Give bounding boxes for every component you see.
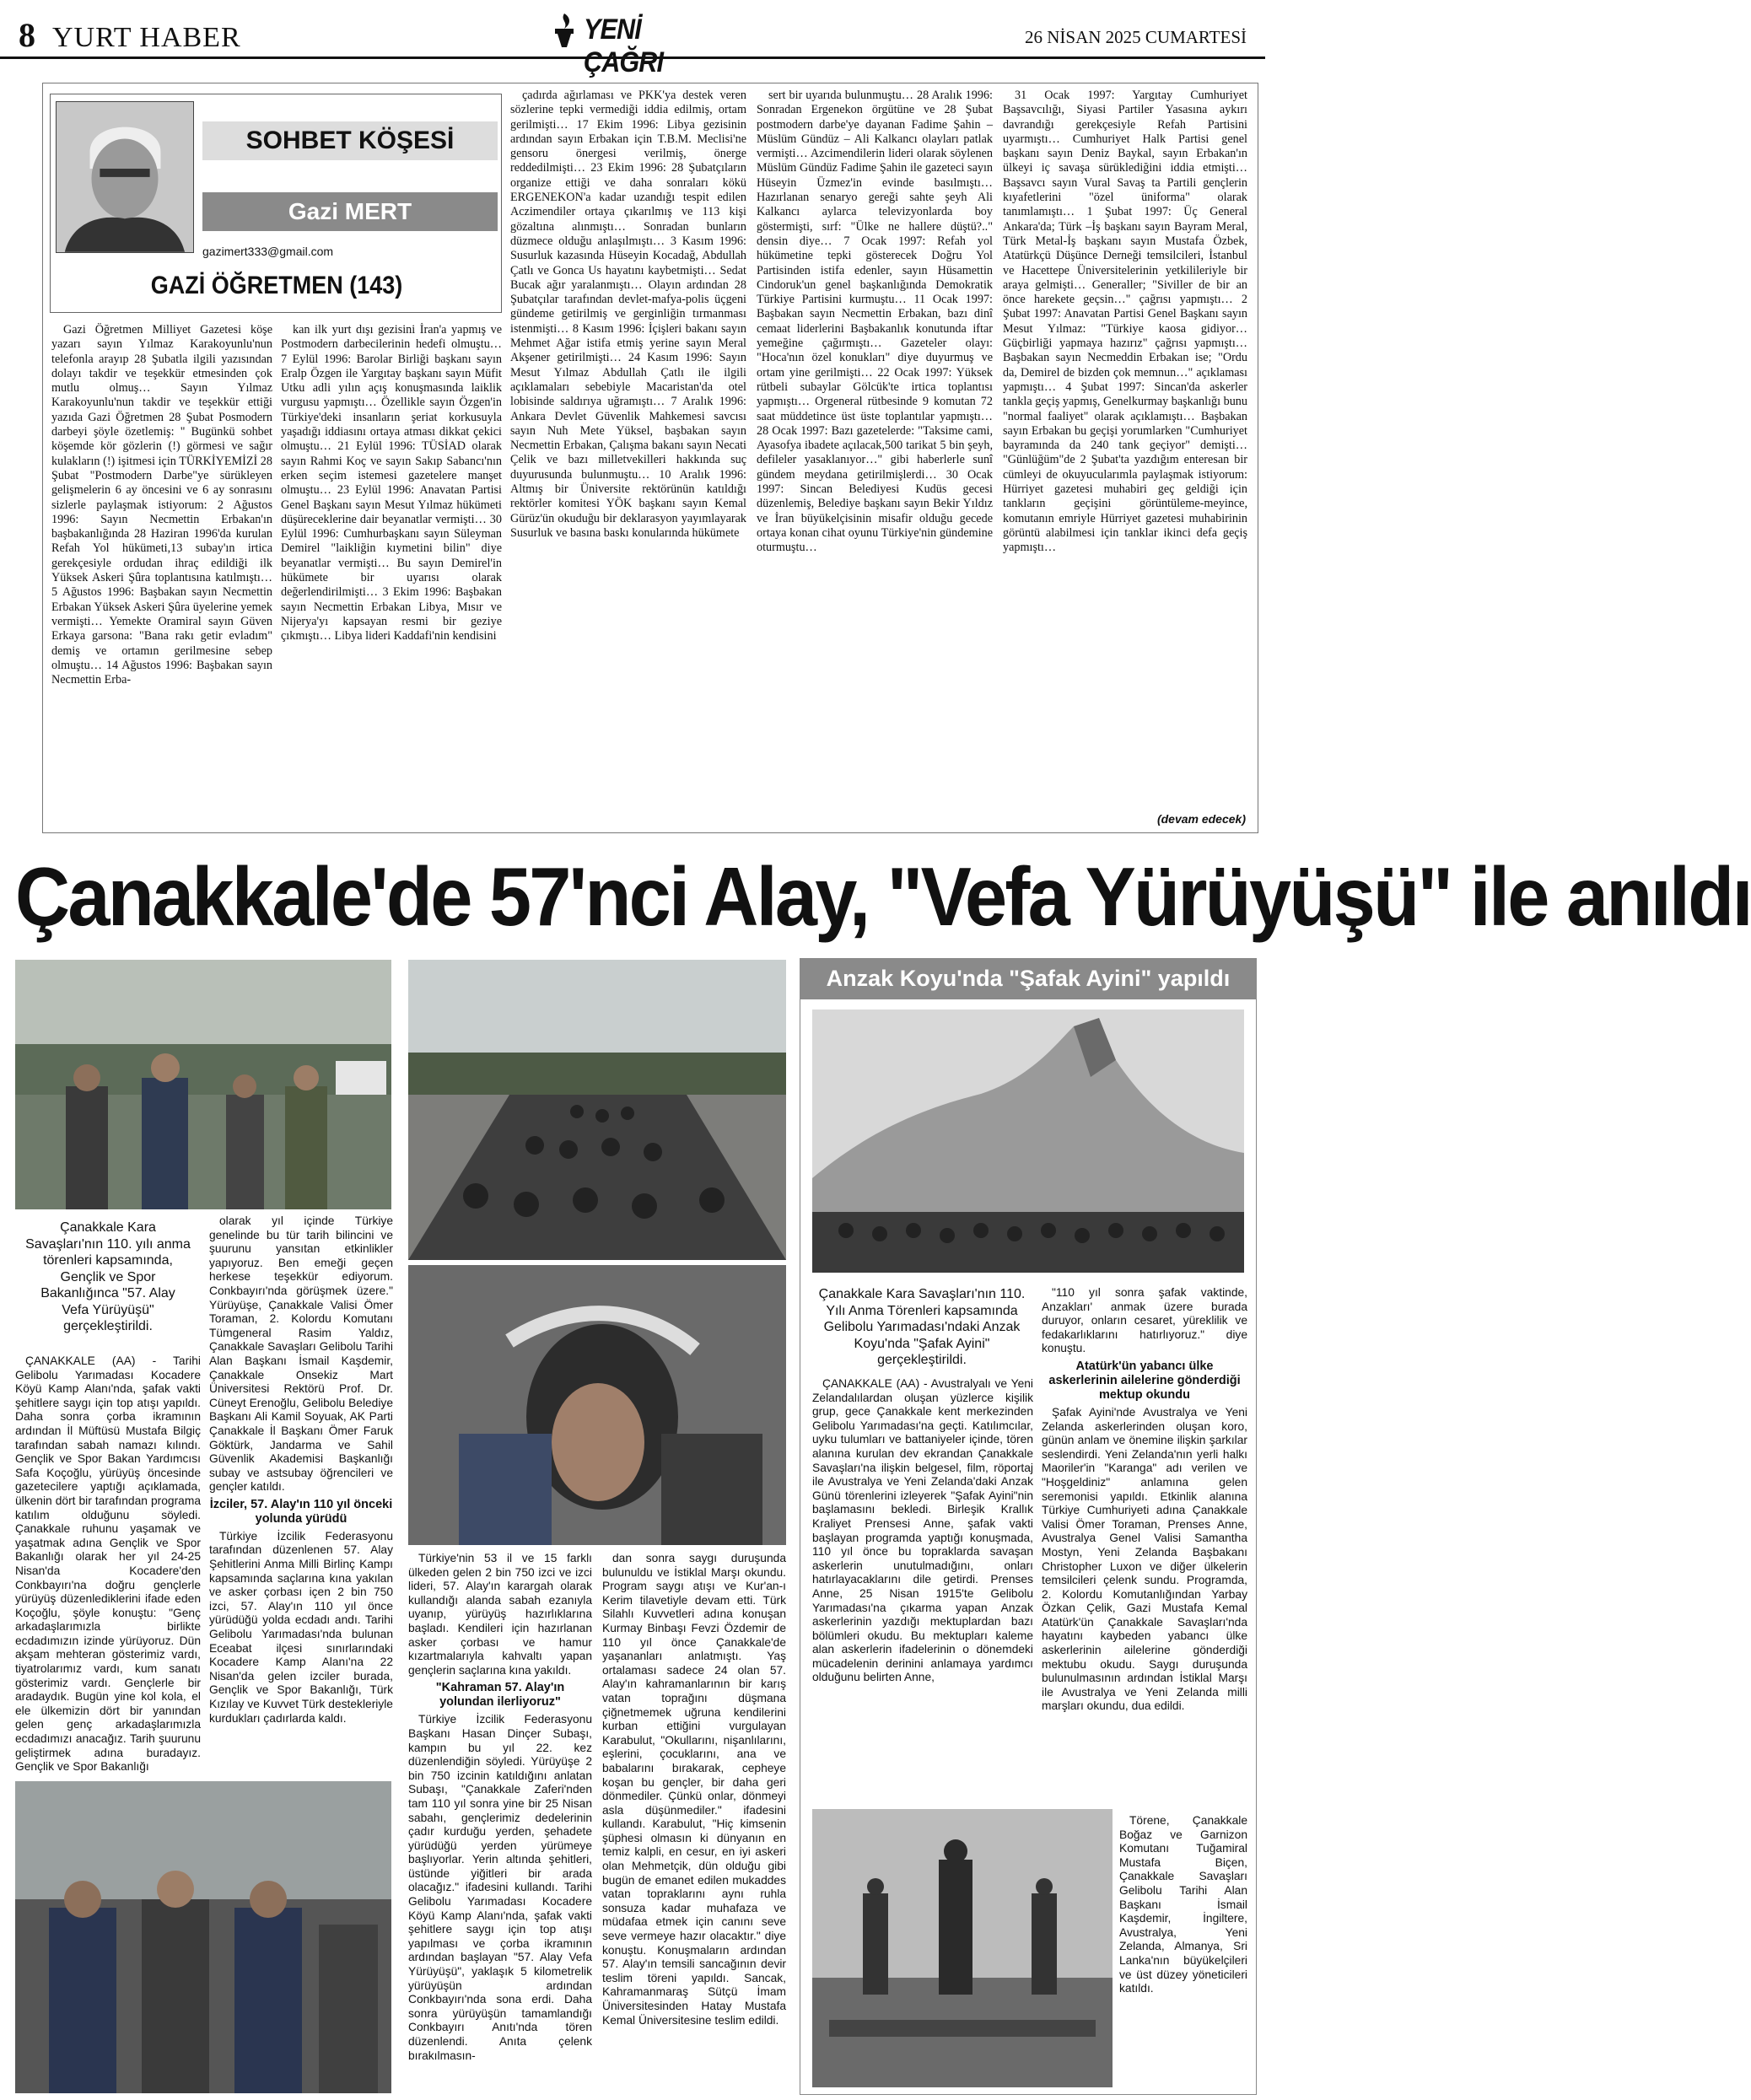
subheading-kahraman: "Kahraman 57. Alay'ın yolundan ilerliyoruz" xyxy=(435,1681,565,1710)
column-text-4: sert bir uyarıda bulunmuştu… 28 Aralık 1996: Sonradan Ergenekon örgütüne ve 28 Şubat postmodern darbe'ye dayanan Fadime Şahin – Müslüm Gündüz – Ali Kalkancı olayları patlak vermişti… Azcimendilerin lideri olarak söylenen Müslüm Gündüz Fadime Şahin ile gazeteci sayın Hüseyin Üzmez'in evinde basılmıştı… Hazırlanan senaryo gereği sahte şeyh Ali Kalkancı aylarca televizyonlarda boy göstermişti, sırf: "Ülke ne hallere düştü?.." densin diye… 7 Ocak 1997: Refah yol hükümetine tepki gösterecek Doğru Yol Partisinden istifa edenler, sayın Hüsamettin Cindoruk'un genel başkanlığında Demokratik Türkiye Partisini kurmuştu… 11 Ocak 1997: Başbakan sayın Necmettin Erbakan, bazı dinî cemaat liderlerini Başbakanlık konutunda iftar yemeğine çağırmıştı… Gazeteler olayı: "Hoca'nın özel konukları" diye duyurmuş ve ortam yine gerilmişti… 22 Ocak 1997: Yüksek rütbeli subaylar Gölcük'te irtica toplantısı yapmıştı… Orgeneral rütbesinde 9 komutan 72 saat müddetince üst üste toplantılar yapmıştı… 28 Ocak 1997: Bazı gazetelerde: "Taksime cami, Ayasofya ibadete açılacak,500 tarikat 5 bin şeyh, defileler yasaklanıyor…" gibi haberlerle sunî gündem meydana getirilmişlerdi… 30 Ocak 1997: Sincan Belediyesi Kudüs gecesi düzenlemiş, Belediye başkanı sayın Bekir Yıldız ve İran büyükelçisinin misafir olduğu gecede ortaya konan cihat oyunu Türkiye'nin gündemine oturmuştu… xyxy=(757,89,993,555)
author-photo xyxy=(56,101,194,253)
sidebar-lead: Çanakkale Kara Savaşları'nın 110. Yılı Anma Törenleri kapsamında Gelibolu Yarımadası'ndaki Anzak Koyu'nda "Şafak Ayini" gerçekleştirildi. xyxy=(818,1287,1026,1367)
sidebar-body-1: ÇANAKKALE (AA) - Avustralyalı ve Yeni Zelandalılardan oluşan yüzlerce kişilik grup, gece Çanakkale kent merkezinden Gelibolu Yarımadası'na geçti. Katılımcılar, uyku tulumları ve battaniyeler içinde, tören alanına kurulan dev ekrandan Çanakkale Savaşları'na ilişkin belgesel, film, röportaj ile Avustralya ve Yeni Zelanda'daki Anzak Günü törenlerini izleyerek "Şafak Ayini"nin başlamasını bekledi. Birleşik Krallık Kraliyet Prensesi Anne, şafak vakti başlayan programda yaptığı konuşmada, 110 yıl önce bu topraklarda savaşan askerlerin unutulmadığını, onları hatırlayacaklarını dile getirdi. Prenses Anne, 25 Nisan 1915'te Gelibolu Yarımadası'na çıkarma yapan Anzak askerlerinin yazdığı mektuplardan bazı bölümleri okudu. Bu mektupları kaleme alan askerlerin ifadelerinin o dönemdeki mücadelenin derinini anlamaya yardımcı olduğunu belirten Anne, xyxy=(812,1377,1033,1684)
photo-ceremony xyxy=(812,1809,1113,2087)
news-body-4: dan sonra saygı duruşunda bulunuldu ve İstiklal Marşı okundu. Program saygı atışı ve Kur'an-ı Kerim tilavetiyle devam etti. Türk Silahlı Kuvvetleri adına konuşan Kurmay Binbaşı Fevzi Özdemir de 110 yıl önce Çanakkale'de yaşananları anlatmıştı. Yaş ortalaması sadece 24 olan 57. Alay'ın kahramanlarının bir karış vatan toprağını düşmana çiğnetmemek uğruna kendilerini kurban ettiğini vurgulayan Karabulut, "Okullarını, nişanlılarını, eşlerini, çocuklarını, ana ve babalarını bırakarak, cepheye koşan bu gençler, bir daha geri dönmediler. Çünkü onlar, dönmeyi asla düşünmediler." ifadesini kullandı. Karabulut, "Hiç kimsenin şüphesi olmasın ki dünyanın en temiz kalpli, en cesur, en iyi askeri olan Mehmetçik, dün olduğu gibi bugün de emanet edilen mukaddes vatan topraklarını aynı ruhla sonsuza kadar muhafaza ve müdafaa etmek için canını seve seve vermeye hazır olacaktır." diye konuştu. Konuşmaların ardından 57. Alay'ın temsili sancağının devir teslim töreni yapıldı. Sancak, Kahramanmaraş Sütçü İmam Üniversitesinden Hatay Mustafa Kemal Üniversitesine teslim edildi. xyxy=(602,1552,786,2027)
news-body-3: Türkiye'nin 53 il ve 15 farklı ülkeden gelen 2 bin 750 izci ve izci lideri, 57. Alay'ın karargah olarak kullandığı alanda sabah ezanıyla uyanıp, yürüyüş hazırlıklarına başladı. Kendileri için hazırlanan asker çorbası ve hamur kızartmalarıyla kahvaltı yapan gençlerin saçlarına kına yakıldı. "Kahraman 57. Alay'ın yolundan ilerliyoruz" Türkiye İzcilik Federasyonu Başkanı Hasan Dinçer Subaşı, kampın bu yıl 22. kez düzenlendiğin söyledi. Yürüyüşe 2 bin 750 izcinin katıldığını anlatan Subaşı, "Çanakkale Zaferi'nden tam 110 yıl sonra yine bir 25 Nisan sabahı, gençlerimiz dedelerinin çadır kurduğu yerden, şehadete yürüdüğü yerden yürümeye başlıyorlar. Yerin altında şehitleri, üstünde yiğitleri bir arada olacağız." ifadesini kullandı. Tarihi Gelibolu Yarımadası Kocadere Köyü Kamp Alanı'nda, şafak vakti şehitlere saygı için top atışı yapılması ve çorba ikramının ardından başlayan "57. Alay Vefa Yürüyüşü", yaklaşık 5 kilometrelik yürüyüşün ardından Conkbayırı'nda sona erdi. Daha sonra yürüyüşün tamamlandığı Conkbayırı Anıtı'nda tören düzenlendi. Anıta çelenk bırakılmasın- xyxy=(408,1552,592,2062)
sidebar-box xyxy=(800,999,1257,2095)
continued-note: (devam edecek) xyxy=(1156,812,1246,826)
news-body-2: olarak yıl içinde Türkiye genelinde bu tür tarih bilincini ve şuurunu yansıtan etkinlikler yapıyoruz. Ben emeği geçen herkese teşekkür ediyorum. Conkbayırı'nda görüşmek üzere." Yürüyüşe, Çanakkale Valisi Ömer Toraman, 2. Kolordu Komutanı Tümgeneral Rasim Yaldız, Çanakkale Savaşları Gelibolu Tarihi Alan Başkanı İsmail Kaşdemir, Çanakkale Onsekiz Mart Üniversitesi Rektörü Prof. Dr. Cüneyt Erenoğlu, Gelibolu Belediye Başkanı Ali Kamil Soyuak, AK Parti Çanakkale İl Başkanı Ömer Faruk Göktürk, Jandarma ve Sahil Güvenlik Akademisi Başkanlığı subay ve astsubay öğrencileri ve gençler katıldı. İzciler, 57. Alay'ın 110 yıl önceki yolunda yürüdü Türkiye İzcilik Federasyonu tarafından düzenlenen 57. Alay Şehitlerini Anma Milli Birlinç Kampı kapsamında saçlarına kına yakılan ve asker çorbası içen 2 bin 750 izci, 57. Alay'ın 110 yıl önce yürüdüğü yolda ecdadı andı. Tarihi Gelibolu Yarımadası'nda bulunan Eceabat ilçesi sınırlarındaki Kocadere Kamp Alanı'na 22 Nisan'da gelen izciler burada, Gençlik ve Spor Bakanlığı, Türk Kızılay ve Kuvvet Türk destekleriyle kurdukları çadırlarda kaldı. xyxy=(209,1214,393,1725)
sidebar-body-2: "110 yıl sonra şafak vaktinde, Anzakları' anmak üzere burada duruyor, onların cesaret, yüreklilik ve fedakarlıklarını hatırlıyoruz." diye konuştu. Atatürk'ün yabancı ülke askerlerinin ailelerine gönderdiği mektup okundu Şafak Ayini'nde Avustralya ve Yeni Zelanda askerlerinden oluşan koro, günün anlam ve önemine ilişkin şarkılar seslendirdi. Yeni Zelanda'nın yerli halkı Maoriler'in "Karanga" adı verilen ve "Hoşgeldiniz" anlamına gelen seremonisi yapıldı. Etkinlik alanına Türkiye Cumhuriyeti adına Çanakkale Valisi Ömer Toraman, Prenses Anne, Avustralya Genel Valisi Samantha Mostyn, Yeni Zelanda Başbakanı Christopher Luxon ve diğer ülkelerin temsilcileri çelenk sundu. Programda, 2. Kolordu Komutanlığından Yarbay Özkan Çelik, Gazi Mustafa Kemal Atatürk'ün Çanakkale Savaşları'nda hayatını kaybeden yabancı ülke askerlerinin ailelerine gönderdiği mektubu okudu. Saygı duruşunda bulunulmasının ardından İstiklal Marşı ile Avustralya ve Yeni Zelanda milli marşları okundu, dua edildi. xyxy=(1042,1286,1247,1713)
author-card xyxy=(50,94,502,313)
section-title: YURT HABER xyxy=(52,22,241,53)
photo-crowd-road xyxy=(408,960,786,1260)
photo-walkers-2 xyxy=(15,1781,391,2093)
column-text-5: 31 Ocak 1997: Yargıtay Cumhuriyet Başsavcılığı, Siyasi Partiler Yasasına aykırı davrandığı gerekçesiyle Refah Partisini uyarmıştı… Cumhuriyet Halk Partisi genel başkanı sayın Deniz Baykal, sayın Erbakan'ın ülkeyi iç savaşa sürüklediğini iddia etmişti… Başsavcı sayın Vural Savaş ta Partili gençlerin kıyafetlerini "özel üniforma" olarak tanımlamıştı… 1 Şubat 1997: Üç General Ankara'da; Türk –İş başkanı sayın Bayram Meral, Türk Metal-İş başkanı sayın Mustafa Özbek, Atatürkçü Düşünce Derneği temsilcileri, İstanbul ve Hacettepe Üniversitelerinin yetkilileriyle bir araya gelmişti… Generaller; "Siviller de bir an önce harekete geçsin…" çağrısı yapmıştı… 2 Şubat 1997: Anavatan Partisi Genel Başkanı sayın Mesut Yılmaz: "Türkiye kaosa gidiyor… Güçbirliği yapmaya hazırız" çağrısı yapmıştı… Başbakan sayın Necmeddin Erbakan ise; "Ordu da, Demirel de bizden çok memnun…" açıklaması yapmıştı… 4 Şubat 1997: Sincan'da askerler tankla geçiş yapmış, Genelkurmay başkanlığı bunu "normal faaliyet" olarak açıklamıştı… Başbakan sayın Erbakan bu geçişi yorumlarken "Cumhuriyet bayramında da 240 tank geçiyor" demişti… "Günlüğüm"de 2 Şubat'ta yazdığım enteresan bir cümleyi de okuyucularımla paylaşmak istiyorum: Hürriyet gazetesi muhabiri geç geldiği için tankların geçişini görüntüleme-meyince, komutanın emriyle Hürriyet gazetesi muhabirinin görüntü alabilmesi için tanklar ikinci defa geçiş yapmıştı… xyxy=(1003,89,1247,555)
news-lead: Çanakkale Kara Savaşları'nın 110. yılı anma törenleri kapsamında, Gençlik ve Spor Bakanlığınca "57. Alay Vefa Yürüyüşü" gerçekleştirildi. xyxy=(25,1220,191,1333)
sidebar-body-3: Törene, Çanakkale Boğaz ve Garnizon Komutanı Tuğamiral Mustafa Biçen, Çanakkale Savaşları Gelibolu Tarihi Alan Başkanı İsmail Kaşdemir, İngiltere, Avustralya, Yeni Zelanda, Almanya, Sri Lanka'nın büyükelçileri ve üst düzey yöneticileri katıldı. xyxy=(1119,1814,1247,1995)
issue-date: 26 NİSAN 2025 CUMARTESİ xyxy=(1024,27,1247,47)
subheading-izciler: İzciler, 57. Alay'ın 110 yıl önceki yolunda yürüdü xyxy=(209,1497,393,1526)
column-text-2: kan ilk yurt dışı gezisini İran'a yapmış ve Postmodern darbecilerinin hedefi olmuştu… 7 Eylül 1996: Barolar Birliği başkanı sayın Eralp Özgen ile Yargıtay başkanı sayın Müfit Utku adli yılın açış konuşmasında laiklik vurgusu yapmıştı… Özellikle sayın Özgen'in Türkiye'deki insanların şeriat korkusuyla yaşadığı iddiasını ortaya atması dikkat çekici olmuştu… 21 Eylül 1996: TÜSİAD olarak sayın Rahmi Koç ve sayın Sakıp Sabancı'nın erken seçim istemesi gazetelere manşet olmuştu… 23 Eylül 1996: Anavatan Partisi Genel Başkanı sayın Mesut Yılmaz hükümeti düşüreceklerine dair beyanatlar vermişti… 30 Eylül 1996: Cumhurbaşkanı sayın Süleyman Demirel "laikliğin kıymetini bilin" diye beyanatlar vermişti… Bu sayın Demirel'in hükümete bir uyarısı olarak değerlendirilmişti… 3 Ekim 1996: Başbakan sayın Necmettin Erbakan Libya, Mısır ve Nijerya'yı kapsayan resmi bir geziye çıkmıştı… Libya lideri Kaddafi'nin kendisini xyxy=(281,323,502,643)
newspaper-logo xyxy=(548,12,725,78)
sohbet-column xyxy=(42,83,1258,833)
page-number: 8 xyxy=(19,16,35,54)
column-text-1: Gazi Öğretmen Milliyet Gazetesi köşe yazarı sayın Yılmaz Karakoyunlu'nun telefonla arayıp 28 Şubatla ilgili yazısından dolayı takdir ve teşekkür etmesinden çok mutlu olmuş… Sayın Yılmaz Karakoyunlu'nun takdir ve teşekkür ettiği yazıda Gazi Öğretmen 28 Şubat Posmodern darbeyi şöyle özetlemiş: '' Bugünkü sohbet köşemde kör gözlerin (!) görmesi ve sağır kulakların (!) işitmesi için TÜRKİYEMİZİ 28 Şubat "Postmodern Darbe"ye sürükleyen gelişmelerin 6 ay öncesini ve 6 ay sonrasını sizlerle paylaşmak istiyorum: 2 Ağustos 1996: Sayın Necmettin Erbakan'ın başbakanlığında 28 Haziran 1996'da kurulan Refah Yol hükümeti,13 subay'ın irtica gerekçesiyle ordudan ihraç edildiği ilk Yüksek Askeri Şûra toplantısına katılmıştı… 5 Ağustos 1996: Başbakan sayın Necmettin Erbakan Yüksek Askeri Şûra üyelerine yemek vermişti… Yemekte Oramiral sayın Güven Erkaya garsona: "Bana rakı getir evladım" demiş ve ortamın gerilmesine sebep olmuştu… 14 Ağustos 1996: Başbakan sayın Necmettin Erba- xyxy=(51,323,272,687)
sidebar-heading: Anzak Koyu'nda "Şafak Ayini" yapıldı xyxy=(800,958,1257,999)
subheading-ataturk: Atatürk'ün yabancı ülke askerlerinin ailelerine gönderdiği mektup okundu xyxy=(1048,1359,1241,1402)
torch-icon xyxy=(548,12,580,49)
column-title: GAZİ ÖĞRETMEN (143) xyxy=(150,272,403,299)
column-text-3: çadırda ağırlaması ve PKK'ya destek veren sözlerine tepki vermediği iddia edilmiş, ortam gerilmişti… 17 Ekim 1996: Libya gezisinin ardından sayın Erbakan için T.B.M. Meclisi'ne gensoru önergesi verilmiş, önerge reddedilmişti… 23 Ekim 1996: 28 Şubatçıların organize ettiği ve daha sonraları kökü ERGENEKON'a kadar uzandığı tespit edilen Aczimendiler ortaya çıkarılmış ve 113 kişi gözaltına alınmıştı… Sonradan bunların düzmece olduğu anlaşılmıştı… 3 Kasım 1996: Susurluk kazasında Hüseyin Kocadağ, Abdullah Çatlı ve Gonca Us hayatını kaybetmişti… Sedat Bucak ağır yaralanmıştı… Olayın ardından 28 Şubatçılar tarafından devlet-mafya-polis üçgeni gündeme getirilmiş ve gerginliğin tırmanması istenmişti… 8 Kasım 1996: İçişleri bakanı sayın Mehmet Ağar istifa etmiş yerine sayın Meral Akşener getirilmişti… 24 Kasım 1996: Sayın Mesut Yılmaz Abdullah Çatlı ile ilgili açıklamaları sebebiyle Macaristan'da otel lobisinde saldırıya uğramıştı… 7 Aralık 1996: Ankara Devlet Güvenlik Mahkemesi savcısı sayın Nuh Mete Yüksel, başbakan sayın Necmettin Erbakan, Çalışma bakanı sayın Necati Çelik ve bazı milletvekilleri hakkında suç duyurusunda bulunmuştu… 10 Aralık 1996: Altmış bir Üniversite rektörünün katıldığı rektörler komitesi YÖK başkanı sayın Kemal Gürüz'ün okuduğu bir deklarasyon yayımlayarak Susurluk ve basına baskı konularında hükümete xyxy=(510,89,746,540)
sohbet-label: SOHBET KÖŞESİ xyxy=(202,121,498,160)
main-headline: Çanakkale'de 57'nci Alay, "Vefa Yürüyüşü" ile anıldı xyxy=(15,850,1751,943)
author-email: gazimert333@gmail.com xyxy=(202,245,334,258)
photo-anzak-cliff xyxy=(812,1010,1244,1273)
author-name: Gazi MERT xyxy=(202,192,498,231)
news-body-1: ÇANAKKALE (AA) - Tarihi Gelibolu Yarımadası Kocadere Köyü Kamp Alanı'nda, şafak vakti şehitlere saygı için top atışı yapıldı. Daha sonra çorba ikramının ardından İl Müftüsü Mustafa Bilgiç tarafından sabah namazı kılındı. Gençlik ve Spor Bakan Yardımcısı Safa Koçoğlu, yürüyüş öncesinde gazetecilere yaptığı açıklamada, ülkenin dört bir tarafından programa katılım olduğunu söyledi. Çanakkale ruhunu yaşamak ve yaşatmak adına Gençlik ve Spor Bakanlığı olarak her yıl 24-25 Nisan'da Kocadere'den Conkbayırı'na doğru gençlerle yürüyüş düzenlediklerini ifade eden Koçoğlu, şöyle konuştu: "Genç arkadaşlarımızla birlikte ecdadımızın izinde yürüyoruz. Dün akşam mehteran gösterimiz vardı, tiyatrolarımız vardı, kum sanatı gösterimiz vardı. Gençlerle bir aradaydık. Bugün yine kol kola, el ele ülkemizin dört bir yanından gelen genç arkadaşlarımızla ecdadımızı anacağız. Tarih şuurunu geliştirmek adına buradayız. Gençlik ve Spor Bakanlığı xyxy=(15,1354,201,1774)
page-header xyxy=(0,0,1265,78)
photo-walkers-1 xyxy=(15,960,391,1209)
photo-henna-scout xyxy=(408,1265,786,1545)
logo-text: YENİ ÇAĞRI xyxy=(584,13,664,78)
